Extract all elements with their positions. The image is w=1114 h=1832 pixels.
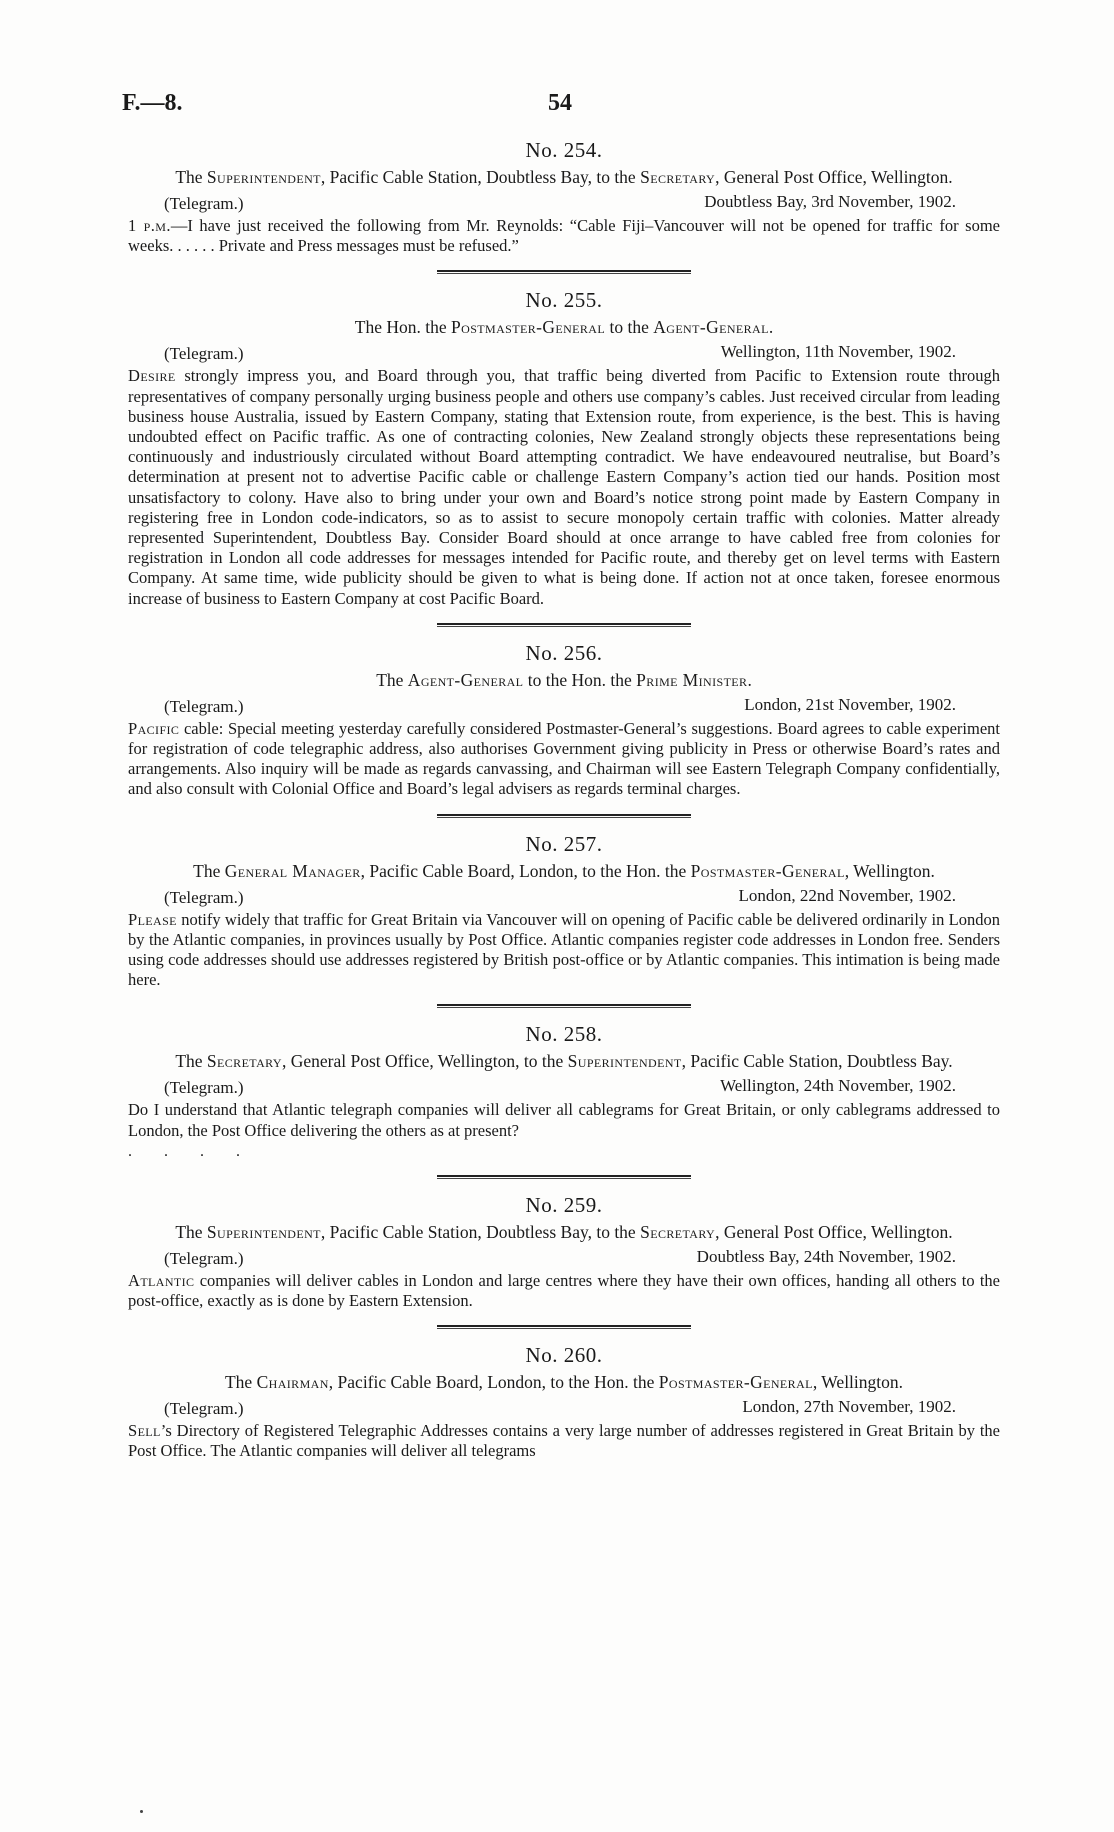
telegram-section (128, 641, 1000, 800)
telegram-text: Sell’s Directory of Registered Telegraphic Addresses contains a very large number of addresses registered in Great Britain by the Post Office. The Atlantic companies will deliver all telegrams (128, 1421, 1000, 1461)
telegram-number: No. 256. (525, 640, 603, 665)
heading-title: Agent-General (653, 317, 769, 338)
telegram-heading: The Superintendent, Pacific Cable Station, Doubtless Bay, to the Secretary, General Post Office, Wellington. (175, 167, 953, 187)
section-divider (437, 814, 691, 818)
telegram-section (128, 138, 1000, 256)
page-number: 54 (548, 90, 572, 116)
telegram-section (128, 1343, 1000, 1461)
telegram-place-date: Doubtless Bay, 24th November, 1902. (696, 1246, 956, 1266)
heading-title: Superintendent (206, 167, 321, 187)
heading-title: Postmaster-General (451, 317, 606, 338)
heading-title: Prime Minister (636, 669, 748, 690)
telegram-heading: The Superintendent, Pacific Cable Station, Doubtless Bay, to the Secretary, General Post Office, Wellington. (175, 1221, 953, 1242)
ellipsis-dots: . . . . (128, 1142, 254, 1160)
telegram-section (128, 832, 1000, 991)
telegram-place-date: Wellington, 24th November, 1902. (720, 1076, 956, 1096)
heading-title: Superintendent (206, 1221, 321, 1242)
telegram-heading: The Agent-General to the Hon. the Prime Minister. (376, 669, 752, 690)
telegram-number: No. 258. (525, 1022, 603, 1047)
telegram-section (128, 288, 1000, 608)
telegram-text: 1 p.m.—I have just received the following from Mr. Reynolds: “Cable Fiji–Vancouver will not be opened for traffic for some weeks. . . . . . Private and Press messages must be refused.” (128, 216, 1000, 256)
telegram-place-date: London, 27th November, 1902. (742, 1397, 956, 1417)
telegram-text: Atlantic companies will deliver cables in London and large centres where they have their own offices, handing all others to the post-office, exactly as is done by Eastern Extension. (128, 1270, 1000, 1311)
section-divider (437, 1325, 691, 1329)
heading-title: Secretary (206, 1051, 282, 1072)
telegram-place-date: London, 22nd November, 1902. (738, 885, 956, 905)
telegram-heading: The Chairman, Pacific Cable Board, London, to the Hon. the Postmaster-General, Wellington. (224, 1372, 904, 1393)
heading-title: Secretary (640, 167, 716, 187)
telegram-type: (Telegram.) (164, 194, 244, 213)
document-body (128, 138, 1000, 1462)
heading-title: Postmaster-General (658, 1372, 813, 1393)
telegram-opening-word: Sell (128, 1421, 161, 1441)
heading-title: Agent-General (407, 669, 524, 690)
stray-mark (140, 1810, 143, 1813)
telegram-type: (Telegram.) (164, 696, 244, 716)
telegram-opening-word: Atlantic (128, 1270, 195, 1290)
telegram-place-date: Wellington, 11th November, 1902. (720, 342, 956, 362)
telegram-meta (128, 194, 1000, 216)
telegram-text: Desire strongly impress you, and Board through you, that traffic being diverted from Pacific to Extension route through representatives of company personally urging business people and others use company’s cables. Just received circular from leading business house Australia, issued by Eastern Company, stating that Extension route, from experience, is the best. This is having undoubted effect on Pacific traffic. As one of contracting colonies, New Zealand strongly objects these representations being continuously and industriously circulated without Board attempting contradict. We have endeavoured neutralise, but Board’s determination at present not to advertise Pacific cable or challenge Eastern Company’s action tied our hands. Position most unsatisfactory to colony. Have also to bring under your own and Board’s notice strong point made by Eastern Company in registering free in London code-indicators, so as to assist to secure monopoly certain traffic with colonies. Matter already represented Superintendent, Doubtless Bay. Consider Board should at once arrange to have cabled free from colonies for registration in London all code addresses for messages intended for Pacific route, and thereby get on level terms with Eastern Company. At same time, wide publicity should be given to what is being done. If action not at once taken, foresee enormous increase of business to Eastern Company at cost Pacific Board. (128, 366, 1000, 608)
telegram-meta (128, 694, 1000, 719)
telegram-text: Pacific cable: Special meeting yesterday carefully considered Postmaster-General’s suggestions. Board agrees to cable experiment for registration of code telegraphic address, also authorises Government giving publicity in Press or otherwise Board’s rates and arrangements. Also inquiry will be made as regards canvassing, and Chairman will see Eastern Telegraph Company confidentially, and also consult with Colonial Office and Board’s legal advisers as regards terminal charges. (128, 718, 1000, 799)
telegram-opening-word: Desire (128, 366, 176, 386)
telegram-opening-word: Pacific (128, 718, 180, 738)
telegram-meta (128, 1078, 1000, 1100)
section-divider (437, 1004, 691, 1008)
telegram-type: (Telegram.) (164, 887, 244, 907)
document-reference: F.—8. (122, 90, 183, 116)
telegram-opening-word: 1 p.m. (128, 216, 171, 235)
telegram-number: No. 254. (525, 138, 603, 162)
telegram-heading: The General Manager, Pacific Cable Board, London, to the Hon. the Postmaster-General, Wellington. (193, 860, 935, 881)
telegram-text: Do I understand that Atlantic telegraph companies will deliver all cablegrams for Great Britain, or only cablegrams addressed to London, the Post Office delivering the others as at present? (128, 1100, 1000, 1140)
telegram-meta (128, 344, 1000, 366)
telegram-text: Please notify widely that traffic for Great Britain via Vancouver will on opening of Pacific cable be delivered ordinarily in London by the Atlantic companies, in provinces usually by Post Office. Atlantic companies register code addresses in London free. Senders using code addresses should use addresses registered by British post-office or by Atlantic companies. This intimation is being made here. (128, 909, 1000, 990)
telegram-meta (128, 1246, 1000, 1271)
telegram-heading: The Secretary, General Post Office, Wellington, to the Superintendent, Pacific Cable Station, Doubtless Bay. (175, 1051, 953, 1072)
telegram-number: No. 255. (525, 288, 603, 313)
telegram-place-date: Doubtless Bay, 3rd November, 1902. (704, 192, 956, 211)
section-divider (437, 1175, 691, 1179)
section-divider (437, 623, 691, 627)
telegram-meta (128, 885, 1000, 910)
telegram-type: (Telegram.) (164, 1248, 244, 1268)
telegram-number: No. 260. (525, 1343, 603, 1368)
telegram-place-date: London, 21st November, 1902. (744, 694, 956, 714)
telegram-opening-word: Please (128, 909, 177, 929)
telegram-type: (Telegram.) (164, 1399, 244, 1419)
telegram-meta (128, 1399, 1000, 1421)
telegram-section (128, 1193, 1000, 1311)
telegram-number: No. 257. (525, 831, 603, 856)
heading-title: General Manager (224, 860, 361, 881)
telegram-type: (Telegram.) (164, 1078, 244, 1098)
section-divider (437, 270, 691, 274)
telegram-number: No. 259. (525, 1192, 603, 1217)
heading-title: Chairman (256, 1372, 329, 1393)
heading-title: Superintendent (567, 1051, 682, 1072)
telegram-type: (Telegram.) (164, 344, 244, 364)
heading-title: Postmaster-General (690, 860, 845, 881)
telegram-heading: The Hon. the Postmaster-General to the Agent-General. (354, 317, 774, 338)
telegram-section (128, 1022, 1000, 1160)
heading-title: Secretary (640, 1221, 716, 1242)
